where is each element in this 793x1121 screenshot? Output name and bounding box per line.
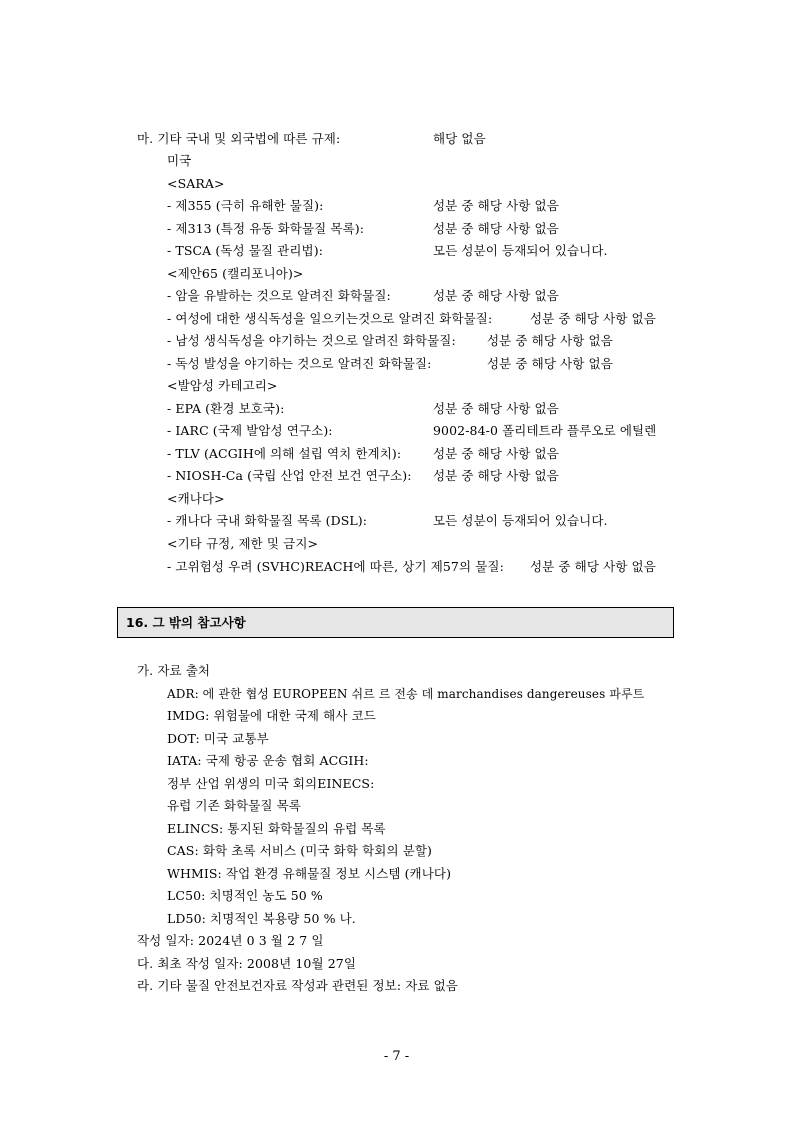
section-16-header: [117, 607, 674, 638]
canada-heading: <캐나다>: [167, 491, 225, 506]
written-date: 작성 일자: 2024년 0 3 월 2 7 일: [137, 933, 324, 948]
carcinogen-heading: <발암성 카테고리>: [167, 378, 278, 393]
data-source-heading: 가. 자료 출처: [137, 663, 211, 678]
page-number: - 7 -: [383, 1049, 410, 1064]
us-label: 미국: [167, 153, 192, 168]
prop65-item-label: - 암을 유발하는 것으로 알려진 화학물질:: [167, 288, 391, 303]
canada-item-value: 모든 성분이 등재되어 있습니다.: [433, 513, 608, 528]
prop65-heading: <제안65 (캘리포니아)>: [167, 266, 304, 281]
other-regulation-item-value: 성분 중 해당 사항 없음: [530, 559, 656, 574]
carcinogen-item-label: - EPA (환경 보호국):: [167, 401, 285, 416]
source-item: IMDG: 위험물에 대한 국제 해사 코드: [167, 708, 376, 723]
prop65-item-value: 성분 중 해당 사항 없음: [433, 288, 559, 303]
source-item: 유럽 기존 화학물질 목록: [167, 798, 301, 813]
carcinogen-item-label: - NIOSH-Ca (국립 산업 안전 보건 연구소):: [167, 468, 412, 483]
prop65-item-value: 성분 중 해당 사항 없음: [487, 333, 613, 348]
prop65-item-label: - 여성에 대한 생식독성을 일으키는것으로 알려진 화학물질:: [167, 311, 493, 326]
sara-item-value: 성분 중 해당 사항 없음: [433, 221, 559, 236]
first-written-date: 다. 최초 작성 일자: 2008년 10월 27일: [137, 956, 356, 971]
prop65-item-value: 성분 중 해당 사항 없음: [487, 356, 613, 371]
sara-item-label: - TSCA (독성 물질 관리법):: [167, 243, 323, 258]
sara-item-value: 성분 중 해당 사항 없음: [433, 198, 559, 213]
regulation-heading: 마. 기타 국내 및 외국법에 따른 규제:: [137, 131, 341, 146]
other-regulation-heading: <기타 규정, 제한 및 금지>: [167, 536, 319, 551]
source-item: LC50: 치명적인 농도 50 %: [167, 888, 323, 903]
sara-item-label: - 제355 (극히 유해한 물질):: [167, 198, 324, 213]
source-item: 정부 산업 위생의 미국 회의EINECS:: [167, 776, 375, 791]
other-regulation-item-label: - 고위험성 우려 (SVHC)REACH에 따른, 상기 제57의 물질:: [167, 559, 504, 574]
carcinogen-item-label: - TLV (ACGIH에 의해 설립 역치 한계치):: [167, 446, 402, 461]
source-item: WHMIS: 작업 환경 유해물질 정보 시스템 (캐나다): [167, 866, 452, 881]
source-item: LD50: 치명적인 복용량 50 % 나.: [167, 911, 356, 926]
carcinogen-item-value: 9002-84-0 폴리테트라 플루오로 에틸렌: [433, 423, 657, 438]
section-16-title: 16. 그 밖의 참고사항: [126, 615, 246, 630]
sara-item-label: - 제313 (특정 유동 화학물질 목록):: [167, 221, 365, 236]
source-item: CAS: 화학 초록 서비스 (미국 화학 학회의 분할): [167, 843, 433, 858]
sara-item-value: 모든 성분이 등재되어 있습니다.: [433, 243, 608, 258]
source-item: ADR: 에 관한 협성 EUROPEEN 쉬르 르 전송 데 marchandises dangereuses 파루트: [167, 687, 645, 701]
prop65-item-label: - 독성 발성을 야기하는 것으로 알려진 화학물질:: [167, 356, 432, 371]
carcinogen-item-value: 성분 중 해당 사항 없음: [433, 446, 559, 461]
prop65-item-label: - 남성 생식독성을 야기하는 것으로 알려진 화학물질:: [167, 333, 456, 348]
prop65-item-value: 성분 중 해당 사항 없음: [530, 311, 656, 326]
source-item: IATA: 국제 항공 운송 협회 ACGIH:: [167, 753, 369, 768]
carcinogen-item-label: - IARC (국제 발암성 연구소):: [167, 423, 333, 438]
carcinogen-item-value: 성분 중 해당 사항 없음: [433, 401, 559, 416]
other-info-line: 라. 기타 물질 안전보건자료 작성과 관련된 정보: 자료 없음: [137, 978, 458, 993]
canada-item-label: - 캐나다 국내 화학물질 목록 (DSL):: [167, 513, 368, 528]
carcinogen-item-value: 성분 중 해당 사항 없음: [433, 468, 559, 483]
regulation-heading-value: 해당 없음: [433, 131, 486, 146]
source-item: ELINCS: 통지된 화학물질의 유럽 목록: [167, 821, 386, 836]
sara-heading: <SARA>: [167, 176, 225, 191]
source-item: DOT: 미국 교통부: [167, 731, 269, 746]
